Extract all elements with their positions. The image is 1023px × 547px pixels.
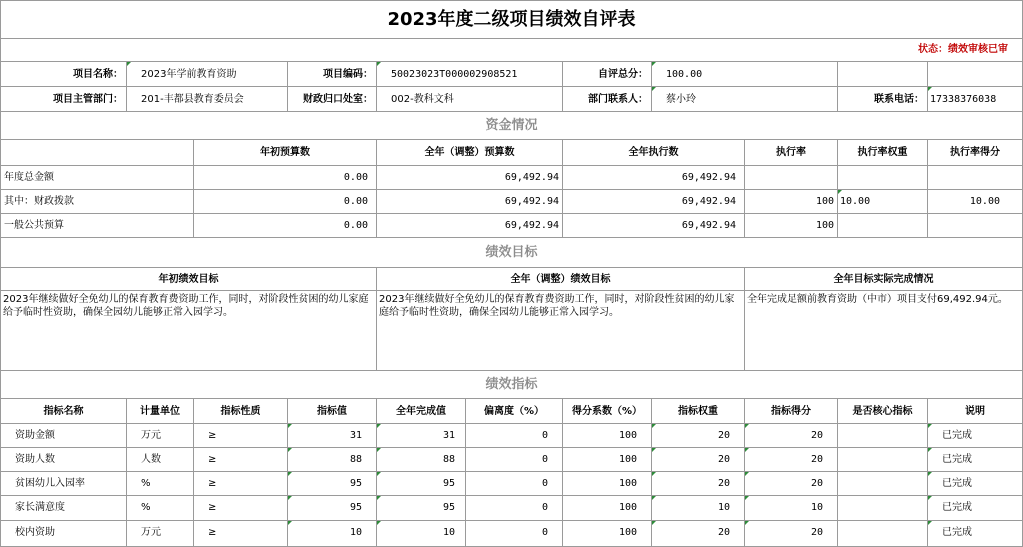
- ind-row-unit: 人数: [127, 448, 194, 472]
- ind-row-unit: %: [127, 496, 194, 521]
- funds-row-score: [928, 166, 1023, 190]
- ind-row-coef: 100: [563, 521, 652, 547]
- funds-row-weight: [838, 166, 928, 190]
- funds-row-score: 10.00: [928, 190, 1023, 214]
- funds-row-adjusted: 69,492.94: [377, 166, 563, 190]
- finance-label: 财政归口处室：: [288, 87, 377, 112]
- ind-row-core: [838, 496, 928, 521]
- contact-value: 蔡小玲: [652, 87, 838, 112]
- ind-row-name: 贫困幼儿入园率: [0, 472, 127, 496]
- funds-row-adjusted: 69,492.94: [377, 214, 563, 238]
- funds-row-executed: 69,492.94: [563, 166, 745, 190]
- funds-row-initial: 0.00: [194, 166, 377, 190]
- ind-row-actual: 88: [377, 448, 466, 472]
- phone-value: 17338376038: [928, 87, 1023, 112]
- ind-row-actual: 95: [377, 472, 466, 496]
- dept-value: 201-丰都县教育委员会: [127, 87, 288, 112]
- funds-header-weight: 执行率权重: [838, 140, 928, 166]
- ind-row-score: 10: [745, 496, 838, 521]
- ind-row-note: 已完成: [928, 521, 1023, 547]
- ind-row-note: 已完成: [928, 472, 1023, 496]
- ind-header-core: 是否核心指标: [838, 399, 928, 424]
- project-code-label: 项目编码：: [288, 62, 377, 87]
- ind-row-core: [838, 424, 928, 448]
- ind-header-actual: 全年完成值: [377, 399, 466, 424]
- ind-row-name: 资助人数: [0, 448, 127, 472]
- indicators-section-title: 绩效指标: [0, 371, 1023, 399]
- ind-header-weight: 指标权重: [652, 399, 745, 424]
- ind-row-target: 95: [288, 472, 377, 496]
- ind-row-target: 10: [288, 521, 377, 547]
- ind-row-note: 已完成: [928, 448, 1023, 472]
- ind-row-actual: 31: [377, 424, 466, 448]
- ind-row-weight: 20: [652, 521, 745, 547]
- finance-value: 002-教科文科: [377, 87, 563, 112]
- ind-row-name: 资助金额: [0, 424, 127, 448]
- ind-row-core: [838, 472, 928, 496]
- ind-row-coef: 100: [563, 448, 652, 472]
- ind-row-score: 20: [745, 472, 838, 496]
- funds-header-rate: 执行率: [745, 140, 838, 166]
- ind-header-note: 说明: [928, 399, 1023, 424]
- funds-row-rate: [745, 166, 838, 190]
- ind-row-deviation: 0: [466, 448, 563, 472]
- funds-row-adjusted: 69,492.94: [377, 190, 563, 214]
- funds-row-initial: 0.00: [194, 214, 377, 238]
- project-name-value: 2023年学前教育资助: [127, 62, 288, 87]
- page-title: 2023年度二级项目绩效自评表: [0, 0, 1023, 39]
- ind-row-name: 校内资助: [0, 521, 127, 547]
- funds-row-label: 年度总金额: [0, 166, 194, 190]
- ind-row-actual: 10: [377, 521, 466, 547]
- ind-row-target: 31: [288, 424, 377, 448]
- ind-row-coef: 100: [563, 472, 652, 496]
- goals-header-initial: 年初绩效目标: [0, 268, 377, 291]
- ind-row-name: 家长满意度: [0, 496, 127, 521]
- ind-row-score: 20: [745, 448, 838, 472]
- funds-header-executed: 全年执行数: [563, 140, 745, 166]
- funds-row-score: [928, 214, 1023, 238]
- ind-row-score: 20: [745, 521, 838, 547]
- funds-row-rate: 100: [745, 214, 838, 238]
- ind-row-nature: ≥: [194, 521, 288, 547]
- ind-row-coef: 100: [563, 424, 652, 448]
- funds-row-label: 其中：财政拨款: [0, 190, 194, 214]
- funds-row-executed: 69,492.94: [563, 214, 745, 238]
- ind-row-unit: %: [127, 472, 194, 496]
- funds-row-weight: 10.00: [838, 190, 928, 214]
- ind-row-coef: 100: [563, 496, 652, 521]
- funds-row-executed: 69,492.94: [563, 190, 745, 214]
- ind-header-nature: 指标性质: [194, 399, 288, 424]
- ind-row-note: 已完成: [928, 496, 1023, 521]
- ind-row-deviation: 0: [466, 472, 563, 496]
- empty-cell: [928, 62, 1023, 87]
- funds-header-score: 执行率得分: [928, 140, 1023, 166]
- ind-row-target: 95: [288, 496, 377, 521]
- ind-row-score: 20: [745, 424, 838, 448]
- funds-row-label: 一般公共预算: [0, 214, 194, 238]
- funds-header-initial: 年初预算数: [194, 140, 377, 166]
- phone-label: 联系电话：: [838, 87, 928, 112]
- status-badge: 状态：绩效审核已审: [0, 39, 1023, 62]
- score-value: 100.00: [652, 62, 838, 87]
- ind-row-deviation: 0: [466, 424, 563, 448]
- funds-section-title: 资金情况: [0, 112, 1023, 140]
- project-code-value: 50023023T000002908521: [377, 62, 563, 87]
- ind-row-weight: 10: [652, 496, 745, 521]
- ind-header-target: 指标值: [288, 399, 377, 424]
- ind-row-deviation: 0: [466, 496, 563, 521]
- score-label: 自评总分：: [563, 62, 652, 87]
- project-name-label: 项目名称：: [0, 62, 127, 87]
- ind-header-coef: 得分系数（%）: [563, 399, 652, 424]
- ind-row-nature: ≥: [194, 448, 288, 472]
- funds-row-rate: 100: [745, 190, 838, 214]
- ind-row-unit: 万元: [127, 424, 194, 448]
- ind-row-nature: ≥: [194, 496, 288, 521]
- ind-row-unit: 万元: [127, 521, 194, 547]
- goals-initial-text: 2023年继续做好全免幼儿的保育教育费资助工作，同时，对阶段性贫困的幼儿家庭给予临时性资助，确保全园幼儿能够正常入园学习。: [0, 291, 377, 371]
- ind-header-unit: 计量单位: [127, 399, 194, 424]
- goals-header-adjusted: 全年（调整）绩效目标: [377, 268, 745, 291]
- contact-label: 部门联系人：: [563, 87, 652, 112]
- ind-row-core: [838, 448, 928, 472]
- ind-row-nature: ≥: [194, 472, 288, 496]
- ind-header-score: 指标得分: [745, 399, 838, 424]
- ind-header-deviation: 偏离度（%）: [466, 399, 563, 424]
- ind-row-core: [838, 521, 928, 547]
- ind-row-deviation: 0: [466, 521, 563, 547]
- empty-cell: [838, 62, 928, 87]
- funds-header-blank: [0, 140, 194, 166]
- ind-row-weight: 20: [652, 424, 745, 448]
- ind-row-actual: 95: [377, 496, 466, 521]
- ind-row-weight: 20: [652, 472, 745, 496]
- ind-header-name: 指标名称: [0, 399, 127, 424]
- ind-row-nature: ≥: [194, 424, 288, 448]
- funds-row-initial: 0.00: [194, 190, 377, 214]
- goals-header-actual: 全年目标实际完成情况: [745, 268, 1023, 291]
- dept-label: 项目主管部门：: [0, 87, 127, 112]
- ind-row-note: 已完成: [928, 424, 1023, 448]
- funds-header-adjusted: 全年（调整）预算数: [377, 140, 563, 166]
- ind-row-target: 88: [288, 448, 377, 472]
- goals-section-title: 绩效目标: [0, 238, 1023, 268]
- goals-actual-text: 全年完成足额前教育资助（中市）项目支付69,492.94元。: [745, 291, 1023, 371]
- funds-row-weight: [838, 214, 928, 238]
- goals-adjusted-text: 2023年继续做好全免幼儿的保育教育费资助工作，同时，对阶段性贫困的幼儿家庭给予临时性资助，确保全园幼儿能够正常入园学习。: [377, 291, 745, 371]
- ind-row-weight: 20: [652, 448, 745, 472]
